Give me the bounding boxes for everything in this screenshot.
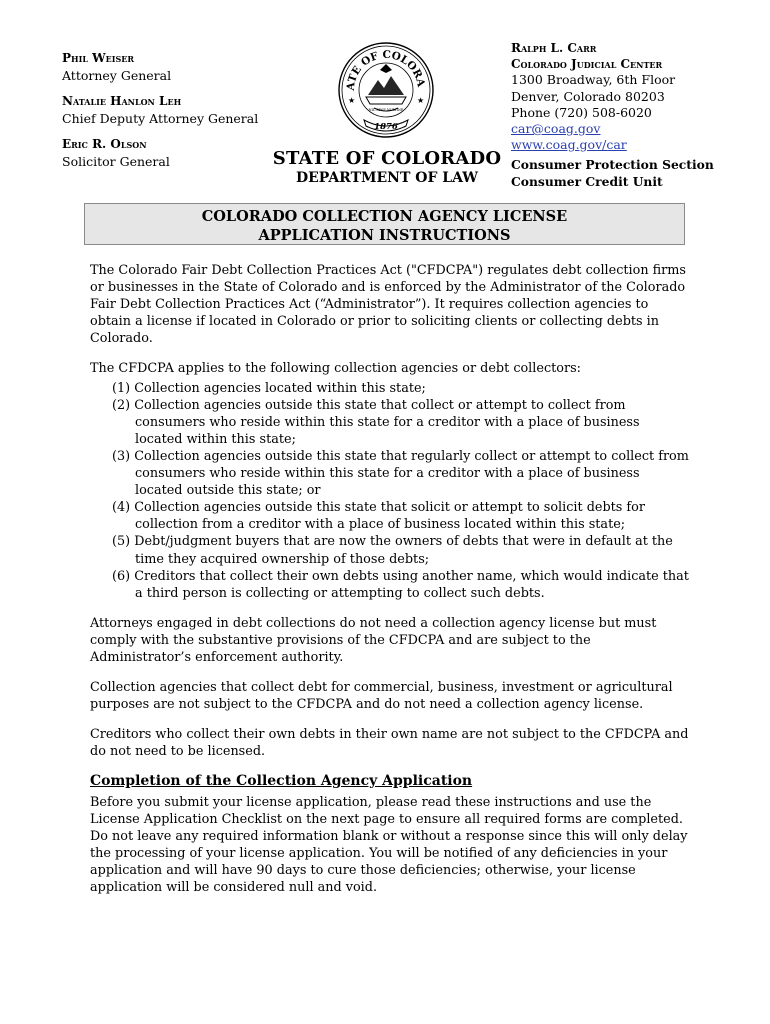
paragraph-applies: The CFDCPA applies to the following collection agencies or debt collectors: bbox=[90, 361, 581, 377]
official-name: Natalie Hanlon Leh bbox=[62, 94, 182, 108]
office-address-block bbox=[511, 40, 714, 189]
website-link[interactable]: www.coag.gov/car bbox=[511, 137, 627, 153]
section-names bbox=[511, 156, 714, 190]
official-chief-deputy bbox=[62, 93, 258, 127]
section-heading: Completion of the Collection Agency Application bbox=[90, 773, 473, 790]
email-link[interactable]: car@coag.gov bbox=[511, 121, 601, 137]
official-solicitor-general bbox=[62, 136, 258, 170]
document-title-box bbox=[84, 203, 685, 245]
collector-list bbox=[90, 380, 690, 602]
list-item: (1) Collection agencies located within this state; bbox=[112, 380, 426, 396]
official-title: Solicitor General bbox=[62, 154, 170, 169]
document-title-line-2: APPLICATION INSTRUCTIONS bbox=[258, 227, 511, 244]
address-line-2: Denver, Colorado 80203 bbox=[511, 88, 665, 104]
official-title: Attorney General bbox=[62, 68, 172, 83]
paragraph-creditors: Creditors who collect their own debts in their own name are not subject to the CFDCPA and do not need to be licensed. bbox=[90, 727, 689, 760]
svg-text:1876: 1876 bbox=[374, 122, 398, 132]
official-title: Chief Deputy Attorney General bbox=[62, 111, 259, 126]
list-item: (6) Creditors that collect their own debts using another name, which would indicate that a third person is collecting or attempting to collect such debts. bbox=[112, 568, 689, 601]
paragraph-completion: Before you submit your license application, please read these instructions and use the License Application Checklist on the next page to ensure all required forms are completed. Do not leave any required information blank or without a response since this will only delay the processing of your license application. You will be notified of any deficiencies in your application and will have 90 days to cure those deficiencies; otherwise, your license application will be considered null and void. bbox=[90, 794, 688, 895]
svg-text:NIL SINE NUMINE: NIL SINE NUMINE bbox=[368, 108, 404, 112]
document-body bbox=[90, 262, 690, 909]
phone-number: Phone (720) 508-6020 bbox=[511, 104, 652, 120]
state-title: STATE OF COLORADO bbox=[272, 148, 502, 169]
seal-top-text: ATE OF COLORA bbox=[344, 48, 427, 92]
official-attorney-general bbox=[62, 50, 258, 84]
officials-list bbox=[62, 50, 258, 179]
building-center: Colorado Judicial Center bbox=[511, 57, 663, 72]
list-item: (3) Collection agencies outside this state that regularly collect or attempt to collect from consumers who reside within this state for a creditor with a place of business located outside this state; or bbox=[112, 448, 689, 499]
address-line-1: 1300 Broadway, 6th Floor bbox=[511, 72, 676, 88]
list-item: (4) Collection agencies outside this state that solicit or attempt to solicit debts for collection from a creditor with a place of business located within this state; bbox=[112, 500, 645, 533]
state-seal-icon bbox=[336, 40, 436, 140]
official-name: Phil Weiser bbox=[62, 51, 134, 65]
building-name: Ralph L. Carr bbox=[511, 41, 597, 55]
paragraph-commercial: Collection agencies that collect debt for commercial, business, investment or agricultural purposes are not subject to the CFDCPA and do not need a collection agency license. bbox=[90, 680, 673, 713]
list-item: (2) Collection agencies outside this state that collect or attempt to collect from consumers who reside within this state for a creditor with a place of business located within this state; bbox=[112, 397, 640, 447]
paragraph-intro: The Colorado Fair Debt Collection Practices Act ("CFDCPA") regulates debt collection firms or businesses in the State of Colorado and is enforced by the Administrator of the Colorado Fair Debt Collection Practices Act (“Administrator”). It requires collection agencies to obtain a license if located in Colorado or prior to soliciting clients or collecting debts in Colorado. bbox=[90, 263, 686, 347]
official-name: Eric R. Olson bbox=[62, 137, 147, 151]
document-title-line-1: COLORADO COLLECTION AGENCY LICENSE bbox=[201, 208, 568, 225]
svg-text:★: ★ bbox=[417, 96, 425, 105]
svg-text:★: ★ bbox=[348, 96, 356, 105]
unit-name: Consumer Credit Unit bbox=[511, 174, 663, 189]
paragraph-attorneys: Attorneys engaged in debt collections do not need a collection agency license but must comply with the substantive provisions of the CFDCPA and are subject to the Administrator’s enforcement authority. bbox=[90, 615, 657, 665]
list-item: (5) Debt/judgment buyers that are now the owners of debts that were in default at the time they acquired ownership of those debts; bbox=[112, 534, 673, 567]
department-title: DEPARTMENT OF LAW bbox=[296, 170, 478, 186]
section-name: Consumer Protection Section bbox=[511, 157, 714, 172]
